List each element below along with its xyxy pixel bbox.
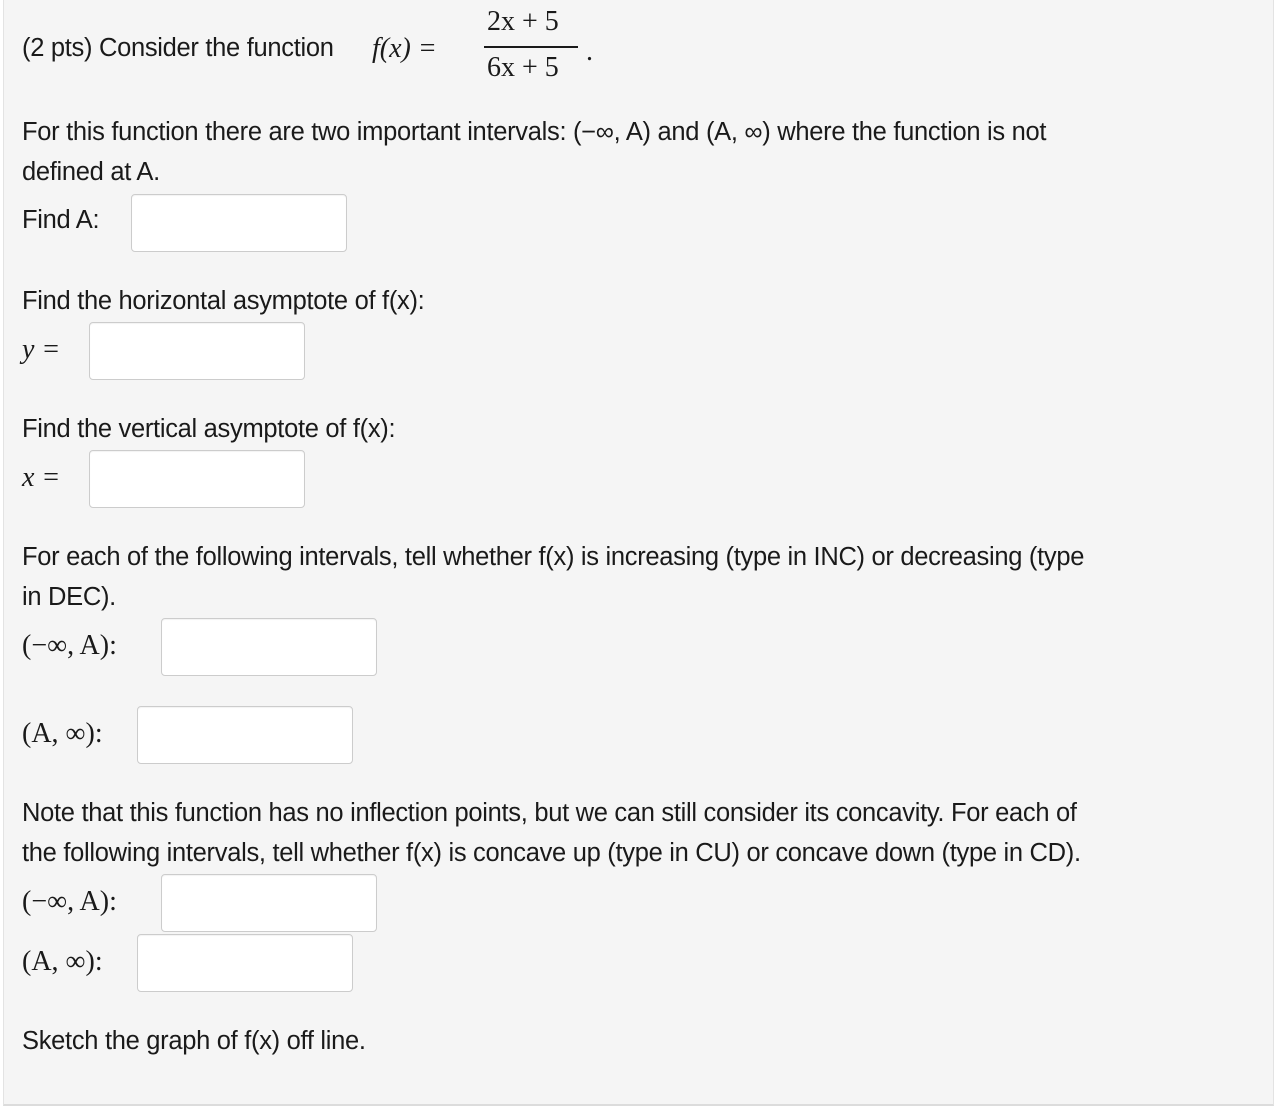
function-name: f(x) = [372, 33, 437, 64]
fraction-denominator: 6x + 5 [487, 52, 559, 83]
concavity-text-line2: the following intervals, tell whether f(x) is concave up (type in CU) or concave down (type in CD). [22, 839, 1081, 867]
fraction-bar [484, 46, 578, 48]
find-a-label: Find A: [22, 206, 100, 234]
sketch-instruction: Sketch the graph of f(x) off line. [22, 1027, 366, 1055]
horizontal-asymptote-input[interactable] [89, 322, 305, 380]
increasing-interval1-label: (−∞, A): [22, 630, 117, 661]
header-period: . [586, 36, 593, 67]
intervals-text-line2: defined at A. [22, 158, 160, 186]
horizontal-asymptote-label: y = [22, 334, 61, 365]
vertical-asymptote-prompt: Find the vertical asymptote of f(x): [22, 415, 396, 443]
concavity-interval1-input[interactable] [161, 874, 377, 932]
horizontal-asymptote-prompt: Find the horizontal asymptote of f(x): [22, 287, 425, 315]
increasing-interval2-input[interactable] [137, 706, 353, 764]
increasing-text-line1: For each of the following intervals, tell whether f(x) is increasing (type in INC) or decreasing (type [22, 543, 1085, 571]
concavity-interval2-label: (A, ∞): [22, 946, 103, 977]
concavity-interval2-input[interactable] [137, 934, 353, 992]
concavity-text-line1: Note that this function has no inflection points, but we can still consider its concavity. For each of [22, 799, 1077, 827]
increasing-interval1-input[interactable] [161, 618, 377, 676]
concavity-interval1-label: (−∞, A): [22, 886, 117, 917]
vertical-asymptote-input[interactable] [89, 450, 305, 508]
intervals-text-line1: For this function there are two important intervals: (−∞, A) and (A, ∞) where the function is not [22, 118, 1047, 146]
increasing-interval2-label: (A, ∞): [22, 718, 103, 749]
question-intro: (2 pts) Consider the function [22, 34, 334, 62]
find-a-input[interactable] [131, 194, 347, 252]
increasing-text-line2: in DEC). [22, 583, 116, 611]
vertical-asymptote-label: x = [22, 462, 61, 493]
fraction-numerator: 2x + 5 [487, 6, 559, 37]
